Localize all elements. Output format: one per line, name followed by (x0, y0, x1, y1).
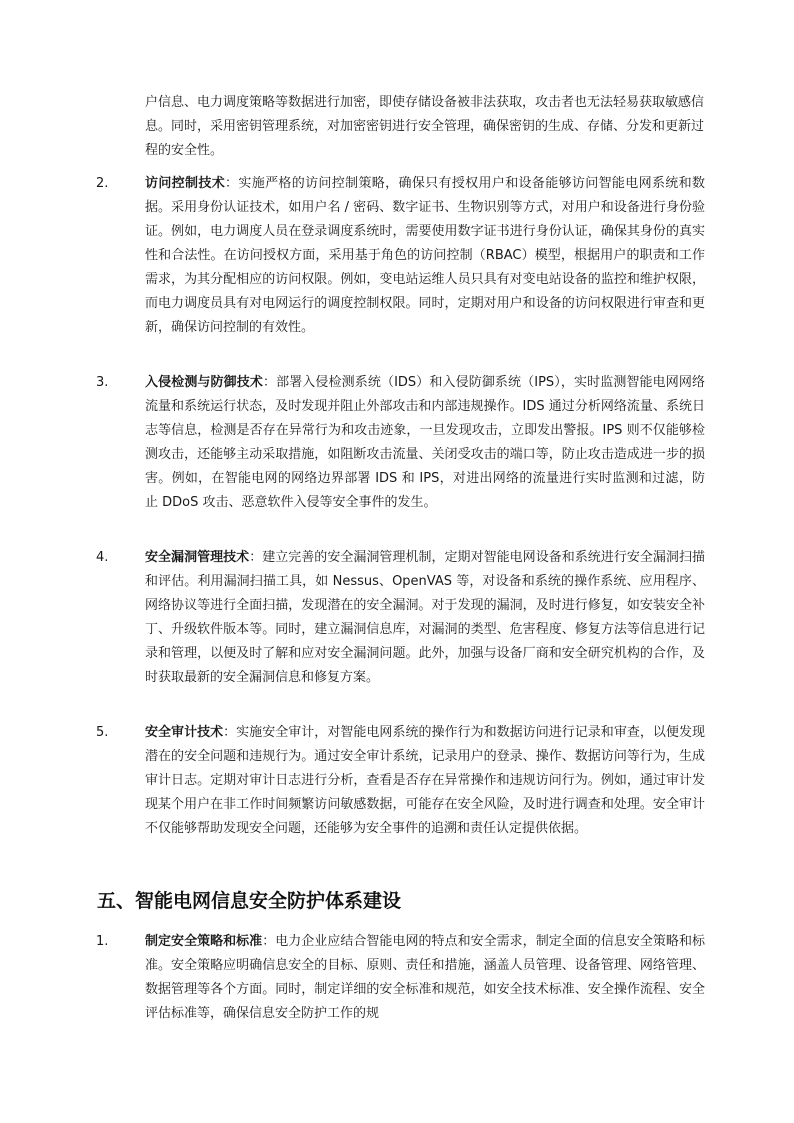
item-text: ：部署入侵检测系统（IDS）和入侵防御系统（IPS），实时监测智能电网网络流量和系统运行状态，及时发现并阻止外部攻击和内部违规操作。IDS 通过分析网络流量、系统日志等信息，检测是否存在异常行为和攻击迹象，一旦发现攻击，立即发出警报。IPS 则不仅能够检测攻击，还能够主动采取措施，如阻断攻击流量、关闭受攻击的端口等，防止攻击造成进一步的损害。例如，在智能电网的网络边界部署 IDS 和 IPS，对进出网络的流量进行实时监测和过滤，防止 DDoS 攻击、恶意软件入侵等安全事件的发生。 (145, 375, 705, 510)
list-number: 4. (96, 550, 109, 565)
item-term: 安全审计技术 (145, 725, 224, 740)
item-term: 安全漏洞管理技术 (145, 550, 250, 565)
list-item-body (145, 546, 705, 690)
list-item-body (145, 721, 705, 841)
item-text: ：实施严格的访问控制策略，确保只有授权用户和设备能够访问智能电网系统和数据。采用身份认证技术，如用户名 / 密码、数字证书、生物识别等方式，对用户和设备进行身份验证。例如，电力调度人员在登录调度系统时，需要使用数字证书进行身份认证，确保其身份的真实性和合法性。在访问授权方面，采用基于角色的访问控制（RBAC）模型，根据用户的职责和工作需求，为其分配相应的访问权限。例如，变电站运维人员只具有对变电站设备的监控和维护权限，而电力调度员具有对电网运行的调度控制权限。同时，定期对用户和设备的访问权限进行审查和更新，确保访问控制的有效性。 (145, 176, 705, 335)
list-item-body (145, 371, 705, 515)
item-term: 入侵检测与防御技术 (145, 375, 263, 390)
list-number: 2. (96, 176, 109, 191)
item-term: 访问控制技术 (145, 176, 226, 191)
list-item-body (145, 930, 705, 1026)
intro-paragraph: 户信息、电力调度策略等数据进行加密，即使存储设备被非法获取，攻击者也无法轻易获取敏感信息。同时，采用密钥管理系统，对加密密钥进行安全管理，确保密钥的生成、存储、分发和更新过程的安全性。 (145, 95, 705, 158)
list-number: 5. (96, 725, 109, 740)
list-number: 3. (96, 375, 109, 390)
item-text: ：实施安全审计，对智能电网系统的操作行为和数据访问进行记录和审查，以便发现潜在的安全问题和违规行为。通过安全审计系统，记录用户的登录、操作、数据访问等行为，生成审计日志。定期对审计日志进行分析，查看是否存在异常操作和违规访问行为。例如，通过审计发现某个用户在非工作时间频繁访问敏感数据，可能存在安全风险，及时进行调查和处理。安全审计不仅能够帮助发现安全问题，还能够为安全事件的追溯和责任认定提供依据。 (145, 725, 705, 836)
item-term: 制定安全策略和标准 (145, 934, 263, 949)
list-item-body (145, 172, 705, 340)
item-text: ：建立完善的安全漏洞管理机制，定期对智能电网设备和系统进行安全漏洞扫描和评估。利用漏洞扫描工具，如 Nessus、OpenVAS 等，对设备和系统的操作系统、应用程序、网络协议等进行全面扫描，发现潜在的安全漏洞。对于发现的漏洞，及时进行修复，如安装安全补丁、升级软件版本等。同时，建立漏洞信息库，对漏洞的类型、危害程度、修复方法等信息进行记录和管理，以便及时了解和应对安全漏洞问题。此外，加强与设备厂商和安全研究机构的合作，及时获取最新的安全漏洞信息和修复方案。 (145, 550, 705, 685)
item-text: ：电力企业应结合智能电网的特点和安全需求，制定全面的信息安全策略和标准。安全策略应明确信息安全的目标、原则、责任和措施，涵盖人员管理、设备管理、网络管理、数据管理等各个方面。同时，制定详细的安全标准和规范，如安全技术标准、安全操作流程、安全评估标准等，确保信息安全防护工作的规 (145, 934, 705, 1021)
section-heading: 五、智能电网信息安全防护体系建设 (97, 890, 402, 912)
list-number: 1. (96, 934, 109, 949)
